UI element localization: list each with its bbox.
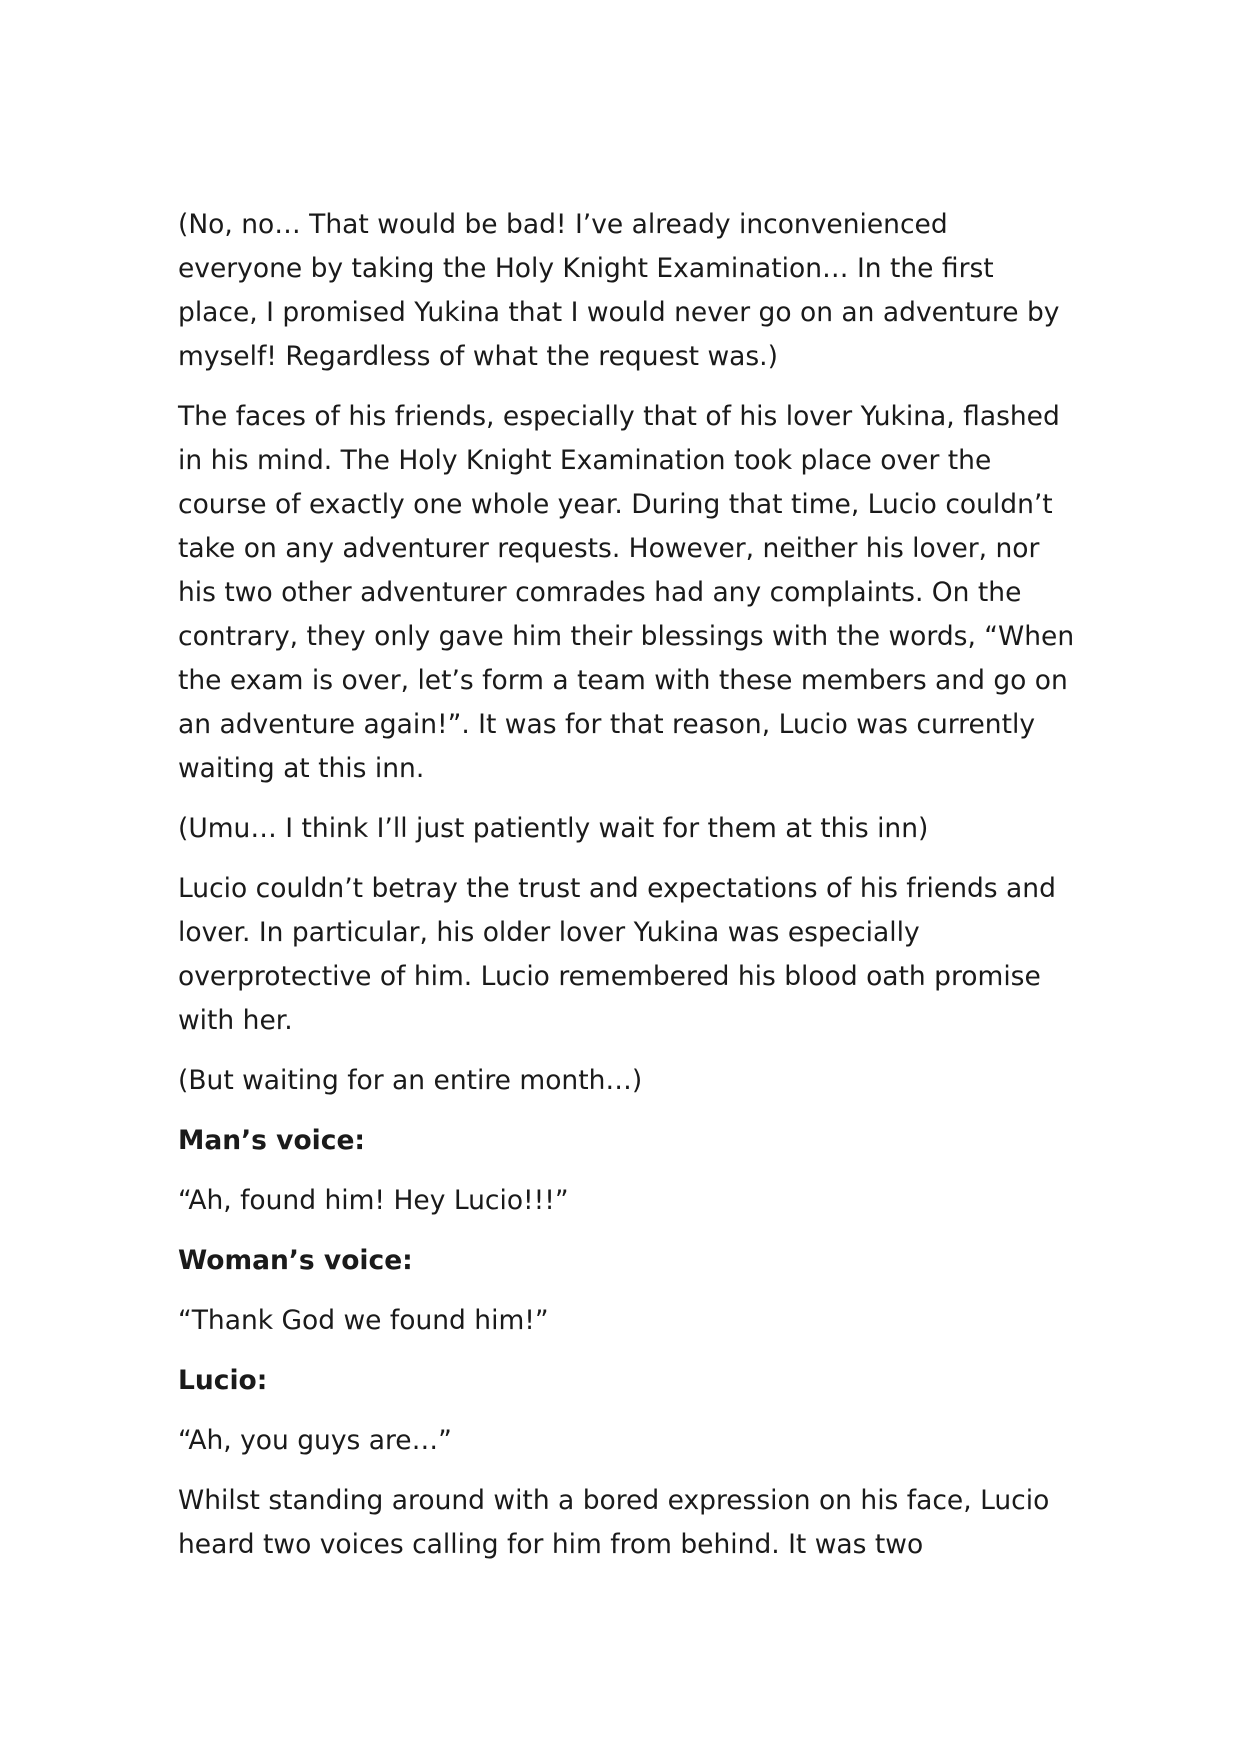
dialogue-line: “Ah, you guys are…” xyxy=(178,1425,452,1456)
paragraph-narration: The faces of his friends, especially that of his lover Yukina, flashed in his mind. The Holy Knight Examination took place over the course of exactly one whole year. During that time, Lucio couldn’t take on any adventurer requests. However, neither his lover, nor his two other adventurer comrades had any complaints. On the contrary, they only gave him their blessings with the words, “When the exam is over, let’s form a team with these members and go on an adventure again!”. It was for that reason, Lucio was currently waiting at this inn. xyxy=(178,401,1075,784)
paragraph-inner-thought: (No, no… That would be bad! I’ve already inconvenienced everyone by taking the Holy Knight Examination… In the first place, I promised Yukina that I would never go on an adventure by myself! Regardless of what the request was.) xyxy=(178,209,1060,372)
paragraph-narration: Lucio couldn’t betray the trust and expectations of his friends and lover. In particular, his older lover Yukina was especially overprotective of him. Lucio remembered his blood oath promise with her. xyxy=(178,873,1056,1036)
dialogue-line: “Thank God we found him!” xyxy=(178,1305,549,1336)
paragraph-narration: Whilst standing around with a bored expression on his face, Lucio heard two voices calling for him from behind. It was two xyxy=(178,1485,1050,1560)
document-body xyxy=(178,203,1078,1583)
paragraph-inner-thought: (Umu… I think I’ll just patiently wait for them at this inn) xyxy=(178,813,929,844)
speaker-label-lucio: Lucio: xyxy=(178,1365,268,1396)
speaker-label-woman: Woman’s voice: xyxy=(178,1245,413,1276)
speaker-label-man: Man’s voice: xyxy=(178,1125,366,1156)
paragraph-inner-thought: (But waiting for an entire month…) xyxy=(178,1065,643,1096)
dialogue-line: “Ah, found him! Hey Lucio!!!” xyxy=(178,1185,569,1216)
